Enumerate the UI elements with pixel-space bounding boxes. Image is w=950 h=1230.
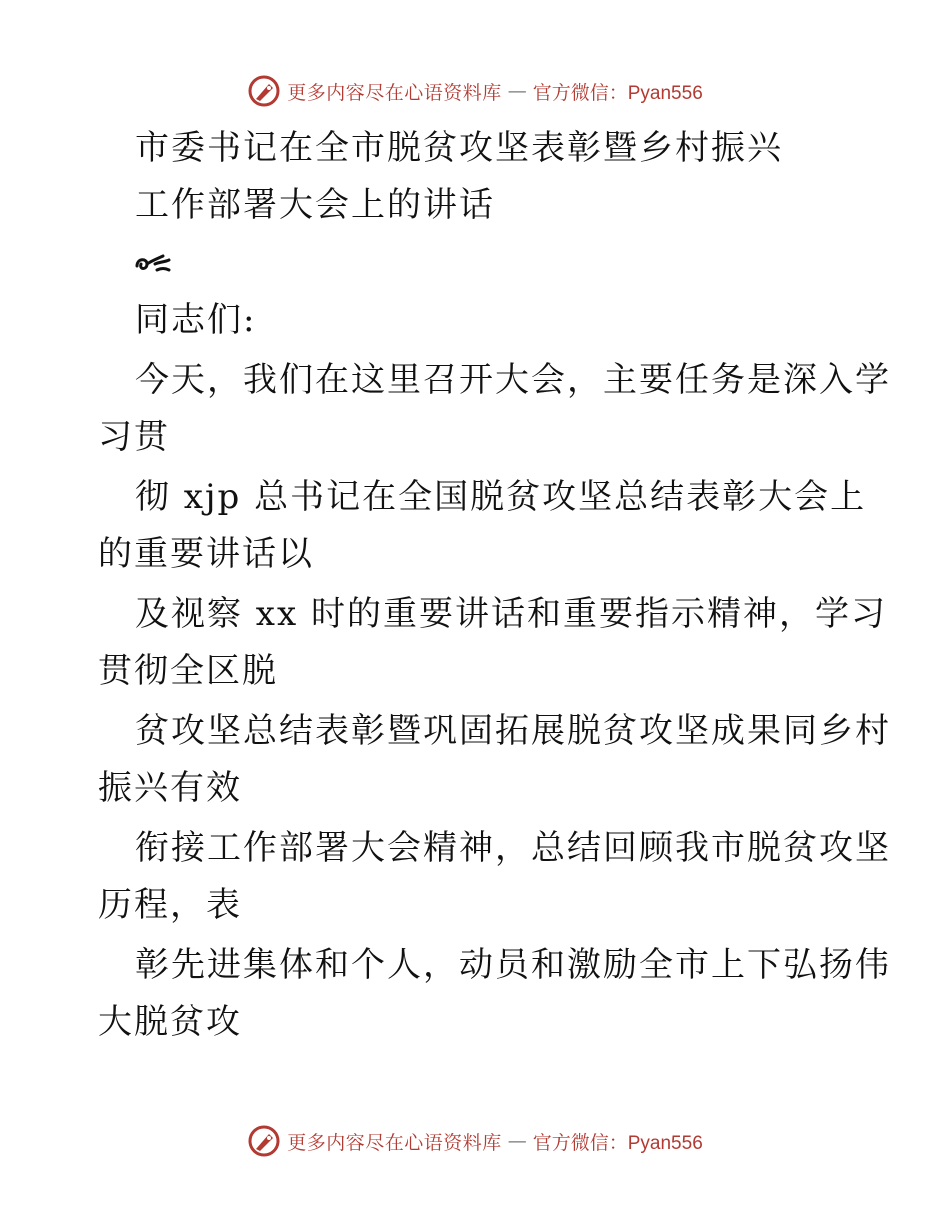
body-line: 大脱贫攻 xyxy=(98,1002,242,1042)
body-line: 今天，我们在这里召开大会，主要任务是深入学 xyxy=(135,360,891,400)
body-line: 及视察 xx 时的重要讲话和重要指示精神，学习 xyxy=(135,594,887,634)
banner-contact: 官方微信：Pyan556 xyxy=(532,1132,703,1154)
pen-nib-logo-icon xyxy=(247,1124,281,1158)
body-line: 习贯 xyxy=(98,417,170,457)
banner-separator: — xyxy=(507,80,527,102)
body-line: 的重要讲话以 xyxy=(98,534,314,574)
body-line: 贯彻全区脱 xyxy=(98,651,278,691)
body-line: 历程，表 xyxy=(98,885,242,925)
banner-text: 更多内容尽在心语资料库 xyxy=(287,81,502,104)
salutation: 同志们: xyxy=(135,300,257,340)
body-line: 衔接工作部署大会精神，总结回顾我市脱贫攻坚 xyxy=(135,828,891,868)
banner-separator: — xyxy=(507,1130,527,1152)
title-line-1: 市委书记在全市脱贫攻坚表彰暨乡村振兴 xyxy=(135,128,783,168)
flourish-icon xyxy=(133,250,173,278)
body-line: 彰先进集体和个人，动员和激励全市上下弘扬伟 xyxy=(135,945,891,985)
banner-text: 更多内容尽在心语资料库 xyxy=(287,1131,502,1154)
footer-banner xyxy=(0,1121,950,1161)
body-line: 彻 xjp 总书记在全国脱贫攻坚总结表彰大会上 xyxy=(135,477,867,517)
body-line: 振兴有效 xyxy=(98,768,242,808)
title-line-2: 工作部署大会上的讲话 xyxy=(135,185,495,225)
body-line: 贫攻坚总结表彰暨巩固拓展脱贫攻坚成果同乡村 xyxy=(135,711,891,751)
banner-contact: 官方微信：Pyan556 xyxy=(532,82,703,104)
